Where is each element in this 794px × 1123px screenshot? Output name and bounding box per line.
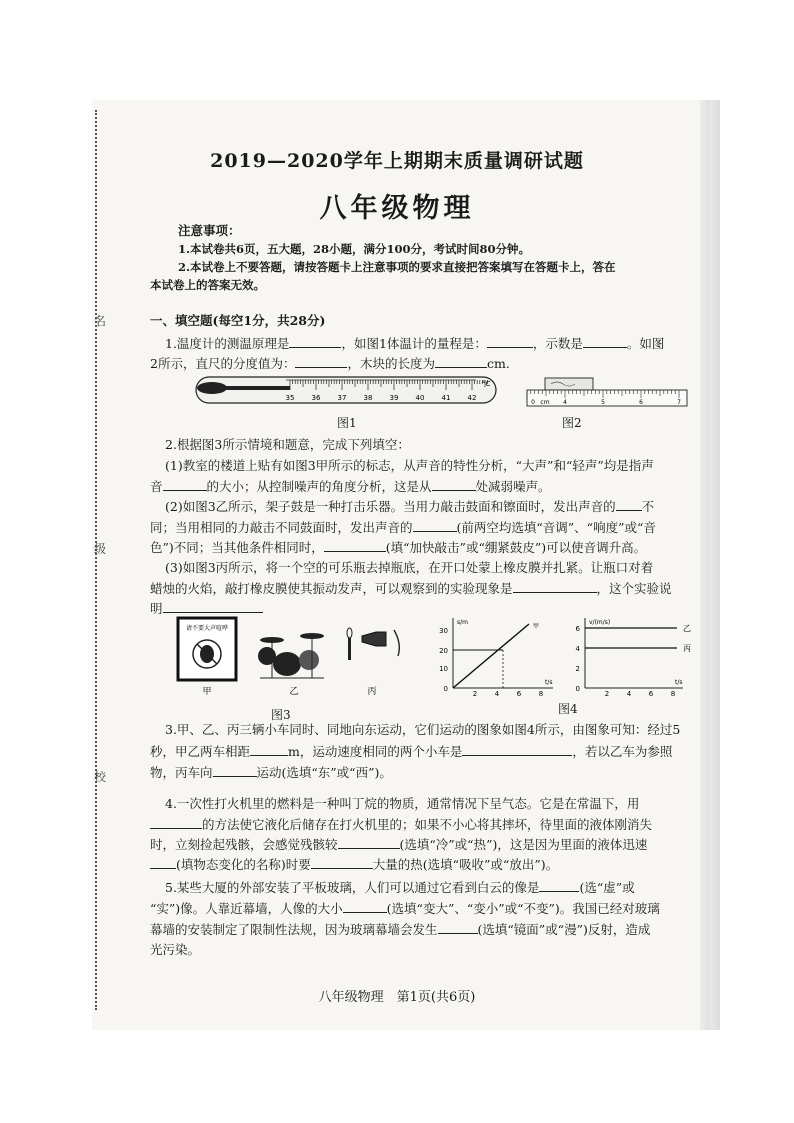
- q4-text: (填物态变化的名称)时要: [176, 857, 311, 872]
- q2-p3-line2: [150, 580, 672, 597]
- q4-text: 大量的热(选填“吸收”或“放出”)。: [372, 857, 559, 872]
- q2-text: 音: [150, 479, 163, 494]
- fig3-label-bing: 丙: [367, 687, 377, 697]
- ruler-label: 7: [677, 399, 681, 406]
- fig3-label-jia: 甲: [202, 687, 212, 697]
- page-shadow: [700, 100, 720, 1030]
- therm-label: 39: [389, 394, 399, 402]
- q3-text: 秒，甲乙两车相距: [150, 744, 251, 759]
- drum-kit: [258, 633, 324, 678]
- answer-blank[interactable]: [150, 856, 176, 869]
- therm-label: 38: [363, 394, 373, 402]
- binding-line: [95, 110, 97, 1010]
- q3-text: ，若以乙车为参照: [572, 744, 673, 759]
- q5-line1: [165, 879, 635, 896]
- q1-text-a: 1.温度计的测温原理是: [165, 336, 290, 351]
- q2-p3-line1: (3)如图3丙所示，将一个空的可乐瓶去掉瓶底，在开口处蒙上橡皮膜并扎紧。让瓶口对着: [165, 560, 654, 575]
- q5-text: “实”)像。人靠近幕墙，人像的大小: [150, 901, 343, 916]
- answer-blank[interactable]: [435, 355, 487, 368]
- answer-blank[interactable]: [462, 743, 572, 756]
- s-t-ytick: 30: [439, 627, 448, 635]
- section-heading: 一、填空题(每空1分，共28分): [150, 313, 326, 328]
- q4-line2: [150, 816, 652, 833]
- q2-text: (2)如图3乙所示，架子鼓是一种打击乐器。当用力敲击鼓面和镲面时，发出声音的: [165, 499, 616, 514]
- q2-intro: 2.根据图3所示情境和题意，完成下列填空：: [165, 437, 410, 452]
- v-t-ytick: 4: [575, 645, 580, 653]
- therm-label: 37: [337, 394, 347, 402]
- answer-blank[interactable]: [343, 900, 387, 913]
- figure-2-caption: 图2: [562, 416, 582, 430]
- notice-item-2-line1: 2.本试卷上不要答题，请按答题卡上注意事项的要求直接把答案填写在答题卡上，答在: [178, 260, 616, 274]
- q5-text: (选填“变大”、“变小”或“不变”)。我国已经对玻璃: [386, 901, 660, 916]
- q1-text-e: 2所示，直尺的分度值为：: [150, 356, 296, 371]
- q2-text: 的大小；从控制噪声的角度分析，这是从: [206, 479, 432, 494]
- answer-blank[interactable]: [413, 519, 457, 532]
- v-t-series-yi: 乙: [683, 624, 691, 633]
- sign-text: 请不要大声喧哗: [185, 625, 229, 632]
- q3-line1: 3.甲、乙、丙三辆小车同时、同地向东运动，它们运动的图象如图4所示，由图象可知：经过5: [165, 722, 681, 737]
- answer-blank[interactable]: [163, 478, 207, 491]
- v-t-xtick: 4: [626, 690, 632, 696]
- q4-line4: [150, 856, 558, 873]
- q2-text: 明: [150, 601, 163, 616]
- q2-text: (填“加快敲击”或“绷紧鼓皮”)可以使音调升高。: [385, 540, 647, 555]
- v-t-ytick: 6: [575, 625, 580, 633]
- answer-blank[interactable]: [438, 921, 478, 934]
- q1-line1: [165, 335, 664, 352]
- answer-blank[interactable]: [616, 498, 642, 511]
- q4-line1: 4.一次性打火机里的燃料是一种叫丁烷的物质，通常情况下呈气态。它是在常温下，用: [165, 796, 640, 811]
- s-t-ylabel: s/m: [457, 619, 468, 626]
- answer-blank[interactable]: [513, 580, 597, 593]
- quiet-sign: [178, 618, 236, 680]
- answer-blank[interactable]: [150, 816, 202, 829]
- q5-text: 5.某些大厦的外部安装了平板玻璃，人们可以通过它看到白云的像是: [165, 880, 540, 895]
- fig3-label-yi: 乙: [289, 687, 299, 697]
- q1-text-b: ，如图1体温计的量程是：: [341, 336, 487, 351]
- q3-text: 运动(选填“东”或“西”)。: [256, 765, 392, 780]
- q5-line2: [150, 900, 660, 917]
- q5-text: 幕墙的安装制定了限制性法规，因为玻璃幕墙会发生: [150, 922, 438, 937]
- q2-text: 色”)不同；当其他条件相同时，: [150, 540, 324, 555]
- therm-label: 41: [441, 394, 451, 402]
- q5-line4: 光污染。: [150, 942, 201, 957]
- answer-blank[interactable]: [311, 856, 373, 869]
- q2-p2-line1: [165, 498, 654, 515]
- answer-blank[interactable]: [295, 355, 347, 368]
- ruler-label: 5: [601, 399, 605, 406]
- answer-blank[interactable]: [289, 335, 341, 348]
- q2-p3-line3: [150, 600, 263, 617]
- answer-blank[interactable]: [432, 478, 476, 491]
- q2-text: ，这个实验说: [596, 581, 672, 596]
- q3-line3: [150, 764, 392, 781]
- q2-text: 不: [641, 499, 655, 514]
- v-t-ytick: 0: [575, 685, 580, 693]
- ruler-label: 4: [563, 399, 567, 406]
- margin-mark-name: 名: [94, 314, 107, 328]
- v-t-series-bing: 丙: [683, 644, 691, 653]
- q3-text: m，运动速度相同的两个小车是: [288, 744, 463, 759]
- q1-text-c: ，示数是: [532, 336, 583, 351]
- v-t-ytick: 2: [575, 665, 580, 673]
- ruler-unit: cm: [540, 399, 550, 406]
- q4-line3: [150, 836, 647, 853]
- q4-text: 时，立刻捡起残骸，会感觉残骸较: [150, 837, 338, 852]
- notice-item-2-line2: 本试卷上的答案无效。: [150, 278, 265, 292]
- q2-text: 处减弱噪声。: [475, 479, 551, 494]
- q1-text-f: ，木块的长度为: [347, 356, 435, 371]
- notice-item-1: 1.本试卷共6页，五大题，28小题，满分100分，考试时间80分钟。: [178, 242, 531, 256]
- ruler-figure: [525, 376, 690, 408]
- figure-3-caption: 图3: [271, 708, 291, 722]
- s-t-ytick: 20: [439, 647, 448, 655]
- exam-subject: 八年级物理: [319, 193, 475, 224]
- ruler-label: 6: [639, 399, 643, 406]
- s-t-xtick: 6: [516, 690, 522, 696]
- s-t-ytick: 0: [443, 685, 448, 693]
- answer-blank[interactable]: [213, 764, 257, 777]
- q2-text: (前两空均选填“音调”、“响度”或“音: [456, 520, 656, 535]
- thermometer-figure: [190, 374, 502, 408]
- q4-text: (选填“冷”或“热”)，这是因为里面的液体迅速: [399, 837, 648, 852]
- series-jia-line: [453, 624, 529, 688]
- answer-blank[interactable]: [163, 600, 263, 613]
- therm-label: 42: [467, 394, 477, 402]
- figure-1-caption: 图1: [337, 416, 357, 430]
- s-t-xtick: 2: [472, 690, 478, 696]
- q3-line2: [150, 743, 672, 760]
- margin-mark-class: 级: [94, 542, 107, 556]
- q5-text: (选填“镜面”或“漫”)反射，造成: [477, 922, 651, 937]
- thermometer-unit: °C: [482, 380, 491, 388]
- q2-p1-line1: (1)教室的楼道上贴有如图3甲所示的标志，从声音的特性分析，“大声”和“轻声”均是指声: [165, 458, 654, 473]
- q2-text: 同；当用相同的力敲击不同鼓面时，发出声音的: [150, 520, 413, 535]
- answer-blank[interactable]: [338, 836, 400, 849]
- notice-heading: 注意事项：: [178, 223, 241, 238]
- v-t-xtick: 8: [670, 690, 676, 696]
- q4-text: 的方法使它液化后储存在打火机里的；如果不小心将其摔坏，待里面的液体刚消失: [202, 817, 653, 832]
- q5-text: (选“虚”或: [579, 880, 635, 895]
- therm-label: 36: [311, 394, 321, 402]
- therm-label: 40: [415, 394, 425, 402]
- page-footer: 八年级物理 第1页(共6页): [318, 990, 476, 1005]
- q1-text-d: 。如图: [626, 336, 665, 351]
- q2-p1-line2: [150, 478, 551, 495]
- s-t-graph: [433, 614, 558, 696]
- answer-blank[interactable]: [487, 335, 533, 348]
- q2-text: 蜡烛的火焰，敲打橡皮膜使其振动发声，可以观察到的实验现象是: [150, 581, 513, 596]
- v-t-graph: [565, 614, 705, 696]
- q5-line3: [150, 921, 650, 938]
- answer-blank[interactable]: [324, 539, 386, 552]
- s-t-ytick: 10: [439, 665, 448, 673]
- v-t-xlabel: t/s: [675, 679, 683, 686]
- q1-text-g: cm.: [486, 356, 510, 371]
- answer-blank[interactable]: [250, 743, 288, 756]
- v-t-xtick: 2: [604, 690, 610, 696]
- q2-p2-line2: [150, 519, 656, 536]
- s-t-xtick: 4: [494, 690, 500, 696]
- v-t-xtick: 6: [648, 690, 654, 696]
- margin-mark-school: 校: [94, 770, 107, 784]
- therm-label: 35: [285, 394, 295, 402]
- figure-3-illustration: [172, 616, 422, 698]
- ruler-label: 0: [531, 399, 535, 406]
- answer-blank[interactable]: [583, 335, 627, 348]
- bottle-candle: [347, 628, 399, 660]
- v-t-ylabel: v/(m/s): [589, 619, 611, 626]
- exam-title: 2019—2020学年上期期末质量调研试题: [210, 150, 584, 172]
- q3-text: 物，丙车向: [150, 765, 213, 780]
- q2-p2-line3: [150, 539, 646, 556]
- s-t-series-label: 甲: [533, 623, 540, 630]
- s-t-xlabel: t/s: [545, 679, 553, 686]
- s-t-xtick: 8: [538, 690, 544, 696]
- answer-blank[interactable]: [539, 879, 579, 892]
- figure-4-caption: 图4: [558, 702, 578, 716]
- q1-line2: [150, 355, 510, 372]
